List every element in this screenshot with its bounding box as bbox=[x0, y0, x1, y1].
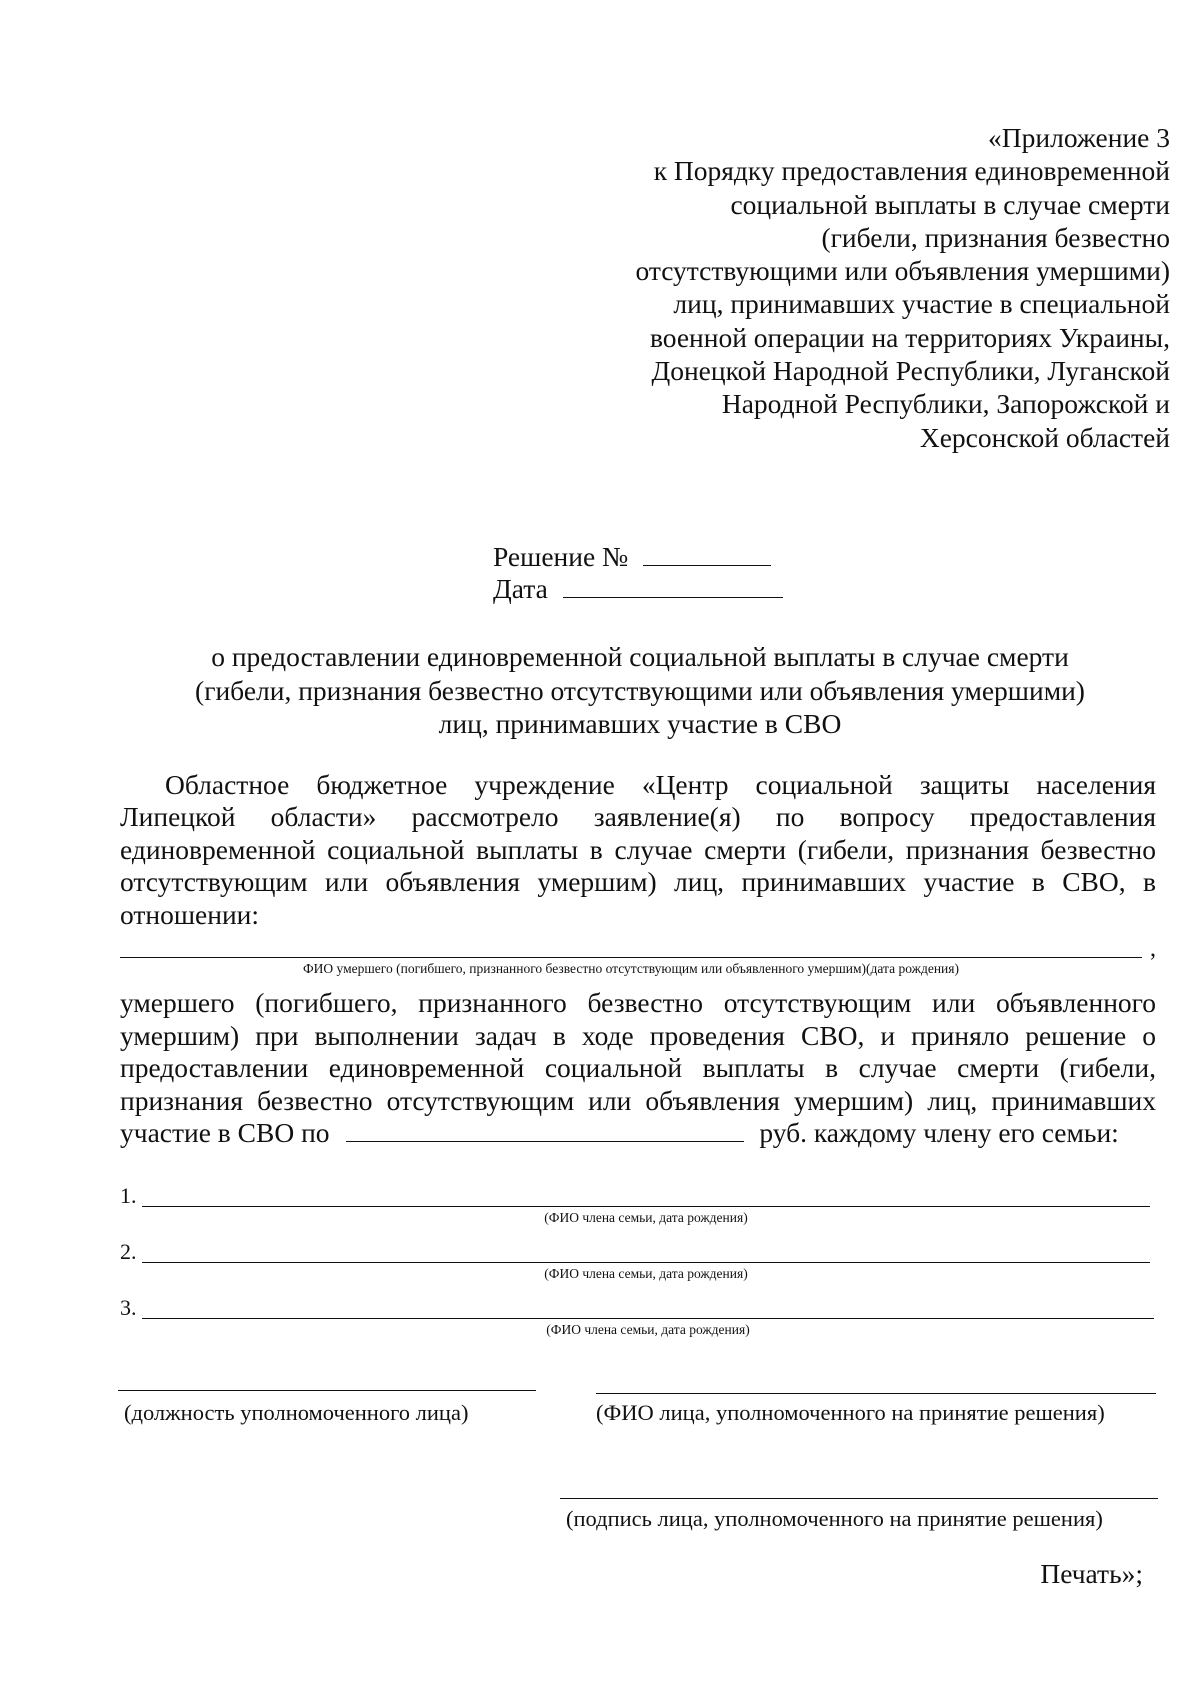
family-member-2-field[interactable] bbox=[142, 1262, 1150, 1263]
decision-date-row bbox=[493, 573, 783, 605]
intro-line: Областное бюджетное учреждение «Центр социальной защиты населения bbox=[165, 769, 1156, 800]
position-caption: (должность уполномоченного лица) bbox=[124, 1400, 469, 1425]
decision-date-field[interactable] bbox=[563, 577, 783, 598]
title-line: (гибели, признания безвестно отсутствующими или объявления умершими) bbox=[195, 674, 1085, 706]
intro-line: Липецкой области» рассмотрело заявление(я) по вопросу предоставления bbox=[120, 801, 1156, 833]
appendix-line: Народной Республики, Запорожской и bbox=[721, 388, 1170, 420]
position-signature-line[interactable] bbox=[118, 1390, 536, 1391]
body-line: умершего (погибшего, признанного безвестно отсутствующим или объявленного bbox=[120, 987, 1156, 1018]
amount-field[interactable] bbox=[346, 1121, 744, 1142]
body-line: предоставлении единовременной социальной выплаты в случае смерти (гибели, bbox=[120, 1052, 1156, 1084]
deceased-field-comma: , bbox=[1150, 936, 1156, 962]
appendix-line: социальной выплаты в случае смерти bbox=[730, 188, 1170, 220]
body-line: умершим) при выполнении задач в ходе проведения СВО, и приняло решение о bbox=[120, 1019, 1156, 1051]
family-member-caption: (ФИО члена семьи, дата рождения) bbox=[546, 1322, 750, 1337]
body-amount-prefix: участие в СВО по bbox=[120, 1117, 330, 1149]
appendix-line: (гибели, признания безвестно bbox=[821, 221, 1170, 253]
family-member-number: 3. bbox=[120, 1295, 137, 1320]
deceased-field-caption: ФИО умершего (погибшего, признанного безвестно отсутствующим или объявленного умершим)(дата рождения) bbox=[302, 961, 959, 976]
appendix-line: отсутствующими или объявления умершими) bbox=[635, 255, 1170, 287]
appendix-line: Донецкой Народной Республики, Луганской bbox=[651, 355, 1170, 387]
appendix-line: к Порядку предоставления единовременной bbox=[653, 155, 1170, 187]
appendix-line: Херсонской областей bbox=[919, 421, 1170, 453]
title-line: лиц, принимавших участие в СВО bbox=[438, 708, 842, 739]
decision-number-row bbox=[493, 541, 783, 573]
appendix-line: «Приложение 3 bbox=[988, 122, 1170, 153]
intro-line: отсутствующим или объявления умершим) лиц, принимавших участие в СВО, в bbox=[120, 866, 1156, 898]
body-last-line bbox=[120, 1117, 1156, 1150]
decision-date-label: Дата bbox=[493, 573, 548, 604]
seal-label: Печать»; bbox=[1040, 1558, 1143, 1589]
signature-line[interactable] bbox=[560, 1498, 1158, 1499]
appendix-line: военной операции на территориях Украины, bbox=[649, 321, 1170, 353]
decision-number-label: Решение № bbox=[493, 541, 629, 572]
deceased-name-field[interactable] bbox=[120, 957, 1142, 958]
appendix-line: лиц, принимавших участие в специальной bbox=[673, 288, 1170, 320]
intro-line: отношении: bbox=[120, 898, 260, 930]
body-amount-suffix: руб. каждому члену его семьи: bbox=[759, 1117, 1119, 1149]
body-line: признания безвестно отсутствующим или объявления умершим) лиц, принимавших bbox=[120, 1084, 1156, 1116]
intro-paragraph bbox=[120, 769, 1156, 931]
name-signature-line[interactable] bbox=[596, 1393, 1156, 1394]
decision-number-field[interactable] bbox=[643, 545, 771, 566]
signature-caption: (подпись лица, уполномоченного на принятие решения) bbox=[566, 1506, 1103, 1531]
family-member-caption: (ФИО члена семьи, дата рождения) bbox=[544, 1266, 748, 1281]
appendix-header bbox=[550, 121, 1170, 454]
family-member-number: 1. bbox=[120, 1183, 137, 1208]
document-title bbox=[120, 640, 1160, 741]
title-line: о предоставлении единовременной социальной выплаты в случае смерти bbox=[211, 641, 1069, 672]
intro-line: единовременной социальной выплаты в случае смерти (гибели, признания безвестно bbox=[120, 833, 1156, 865]
family-member-caption: (ФИО члена семьи, дата рождения) bbox=[544, 1210, 748, 1225]
family-member-1-field[interactable] bbox=[142, 1206, 1150, 1207]
family-member-number: 2. bbox=[120, 1239, 137, 1264]
body-paragraph bbox=[120, 987, 1156, 1150]
decision-block bbox=[493, 541, 783, 605]
family-member-3-field[interactable] bbox=[142, 1318, 1154, 1319]
name-caption: (ФИО лица, уполномоченного на принятие решения) bbox=[596, 1400, 1105, 1425]
